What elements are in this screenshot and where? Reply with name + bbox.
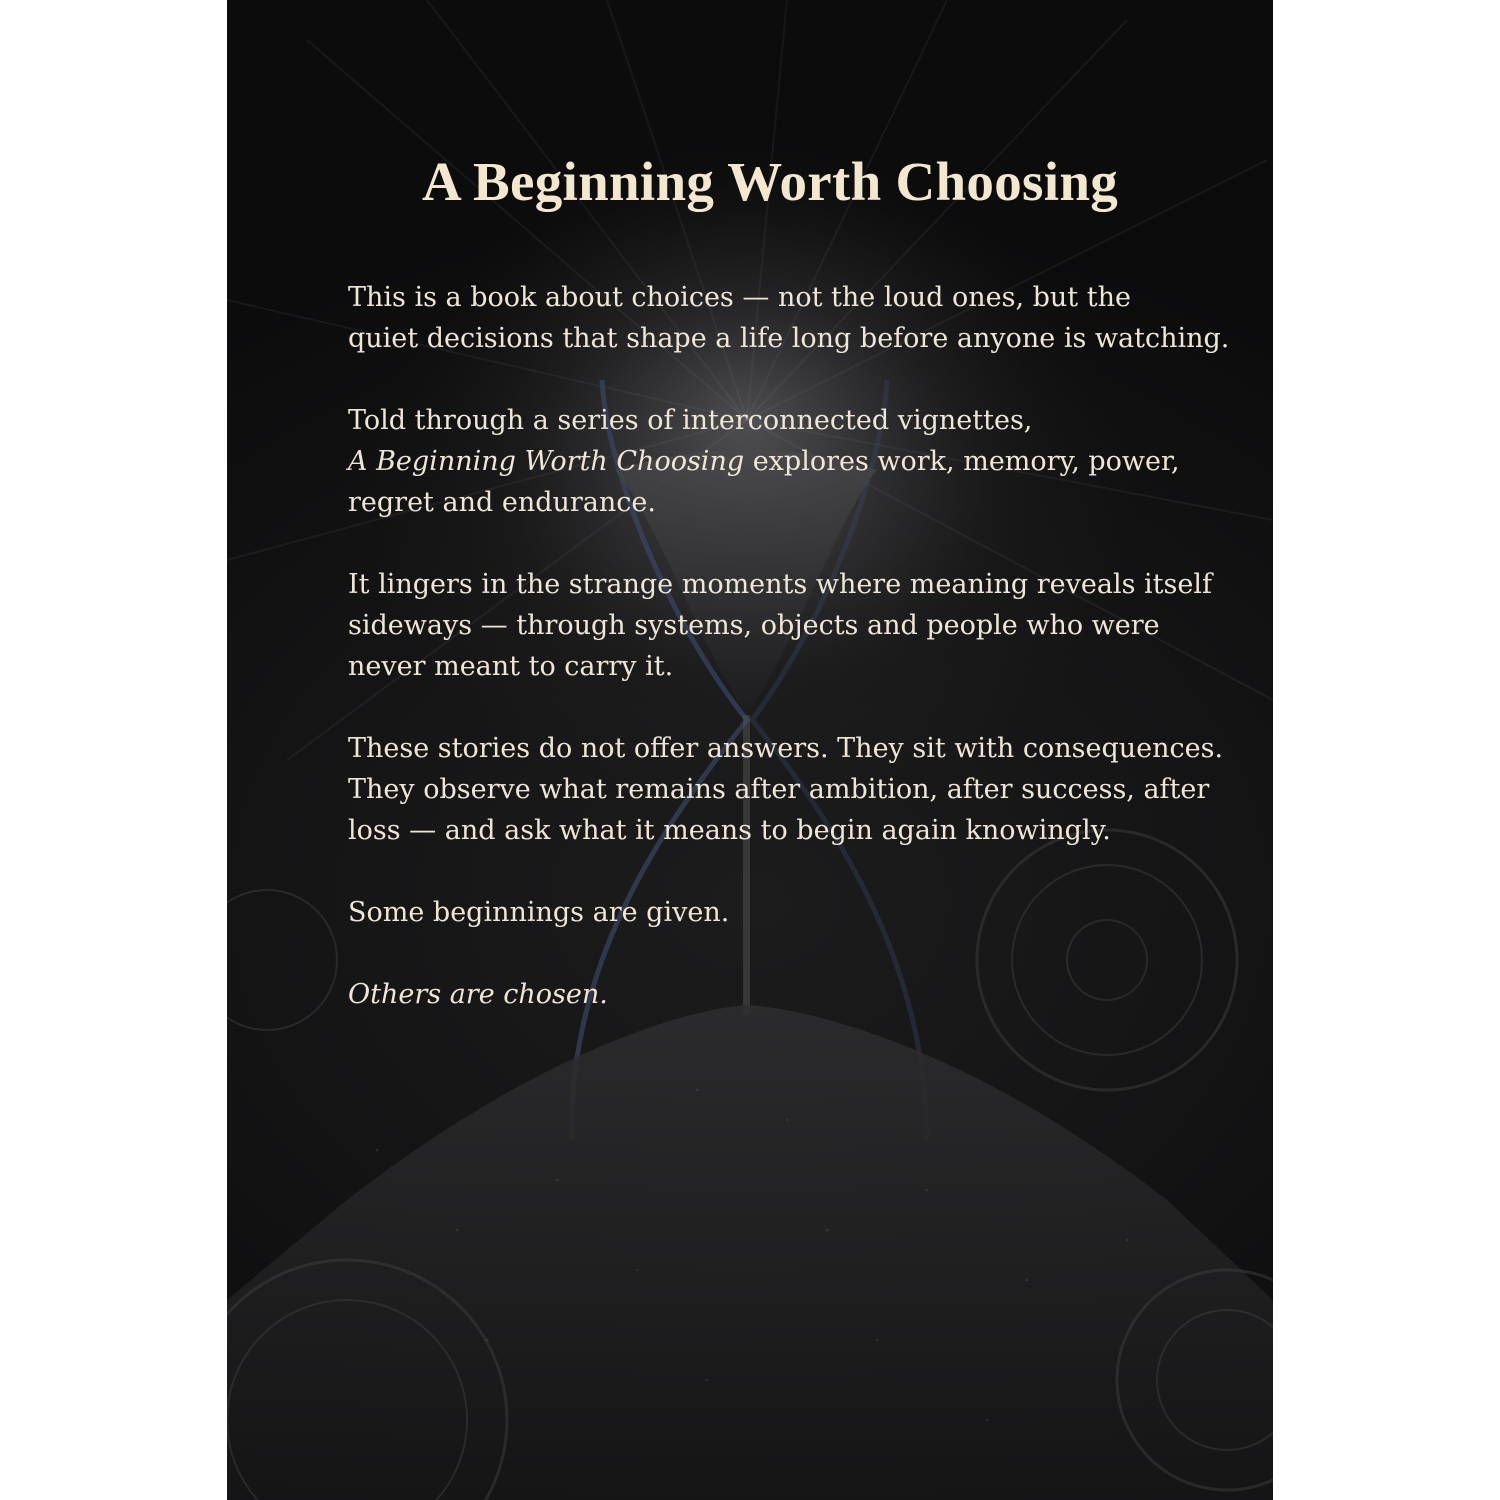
text-line: Told through a series of interconnected vignettes, xyxy=(348,405,1033,436)
text-line: quiet decisions that shape a life long before anyone is watching. xyxy=(348,323,1230,354)
text-line: They observe what remains after ambition, after success, after xyxy=(348,774,1210,805)
text-line: loss — and ask what it means to begin again knowingly. xyxy=(348,815,1111,846)
paragraph-3 xyxy=(348,564,1228,687)
closing-line xyxy=(348,974,1228,1015)
text-line: regret and endurance. xyxy=(348,487,656,518)
back-cover xyxy=(227,0,1273,1500)
text-line xyxy=(348,441,1228,482)
text-fragment: explores work, memory, power, xyxy=(744,446,1180,477)
text-line: Some beginnings are given. xyxy=(348,897,730,928)
text-line: never meant to carry it. xyxy=(348,651,674,682)
text-line: These stories do not offer answers. They sit with consequences. xyxy=(348,733,1224,764)
paragraph-1 xyxy=(348,277,1228,359)
blurb xyxy=(348,277,1228,1056)
text-line: This is a book about choices — not the loud ones, but the xyxy=(348,282,1131,313)
book-title: A Beginning Worth Choosing xyxy=(421,151,1119,212)
paragraph-5 xyxy=(348,892,1228,933)
text-line: It lingers in the strange moments where meaning reveals itself xyxy=(348,569,1212,600)
paragraph-4 xyxy=(348,728,1228,851)
book-title-italic: A Beginning Worth Choosing xyxy=(348,446,745,477)
text-line: sideways — through systems, objects and people who were xyxy=(348,610,1160,641)
paragraph-2 xyxy=(348,400,1228,523)
text-line: Others are chosen. xyxy=(348,979,608,1010)
